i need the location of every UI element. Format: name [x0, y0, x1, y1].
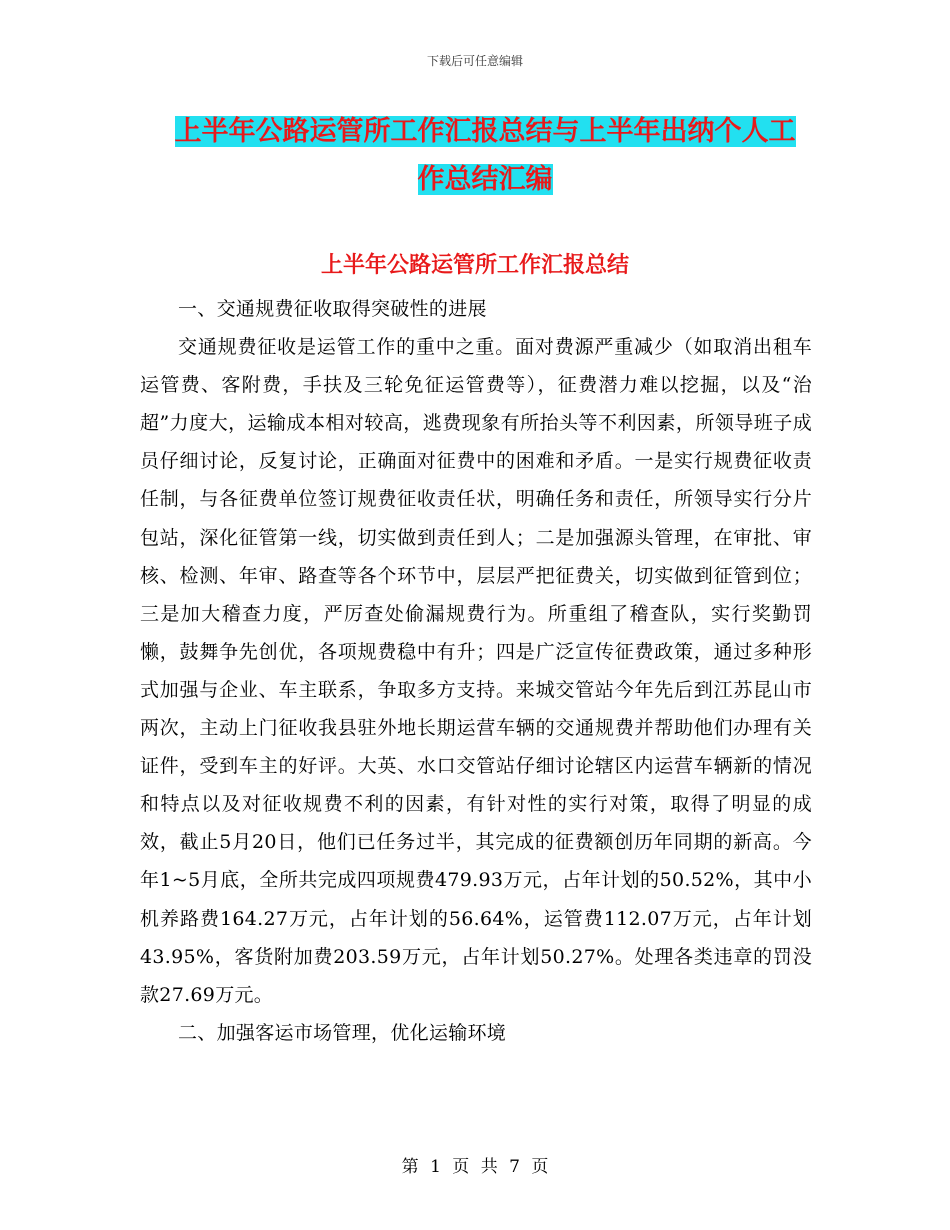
paragraph-body: 交通规费征收是运管工作的重中之重。面对费源严重减少（如取消出租车运管费、客附费，手扶及三轮免征运管费等），征费潜力难以挖掘，以及“治超”力度大，运输成本相对较高，逃费现象有所抬头等不利因素，所领导班子成员仔细讨论，反复讨论，正确面对征费中的困难和矛盾。一是实行规费征收责任制，与各征费单位签订规费征收责任状，明确任务和责任，所领导实行分片包站，深化征管第一线，切实做到责任到人；二是加强源头管理，在审批、审核、检测、年审、路查等各个环节中，层层严把征费关，切实做到征管到位；三是加大稽查力度，严厉查处偷漏规费行为。所重组了稽查队，实行奖勤罚懒，鼓舞争先创优，各项规费稳中有升；四是广泛宣传征费政策，通过多种形式加强与企业、车主联系，争取多方支持。来城交管站今年先后到江苏昆山市两次，主动上门征收我县驻外地长期运营车辆的交通规费并帮助他们办理有关证件，受到车主的好评。大英、水口交管站仔细讨论辖区内运营车辆新的情况和特点以及对征收规费不利的因素，有针对性的实行对策，取得了明显的成效，截止5月20日，他们已任务过半，其完成的征费额创历年同期的新高。今年1~5月底，全所共完成四项规费479.93万元，占年计划的50.52%，其中小机养路费164.27万元，占年计划的56.64%，运管费112.07万元，占年计划43.95%，客货附加费203.59万元，占年计划50.27%。处理各类违章的罚没款27.69万元。 — [140, 336, 812, 1006]
section-title: 上半年公路运管所工作汇报总结 — [320, 253, 629, 278]
page-indicator: 第 1 页 共 7 页 — [401, 1157, 549, 1177]
document-title — [140, 108, 830, 204]
paragraph-heading-1: 一、交通规费征收取得突破性的进展 — [178, 298, 487, 320]
document-body — [140, 290, 812, 1052]
header-note: 下载后可任意编辑 — [426, 54, 523, 68]
title-line-1: 上半年公路运管所工作汇报总结与上半年出纳个人工 — [174, 116, 796, 147]
title-line-2: 作总结汇编 — [417, 164, 553, 195]
paragraph-heading-2: 二、加强客运市场管理，优化运输环境 — [178, 1021, 507, 1044]
